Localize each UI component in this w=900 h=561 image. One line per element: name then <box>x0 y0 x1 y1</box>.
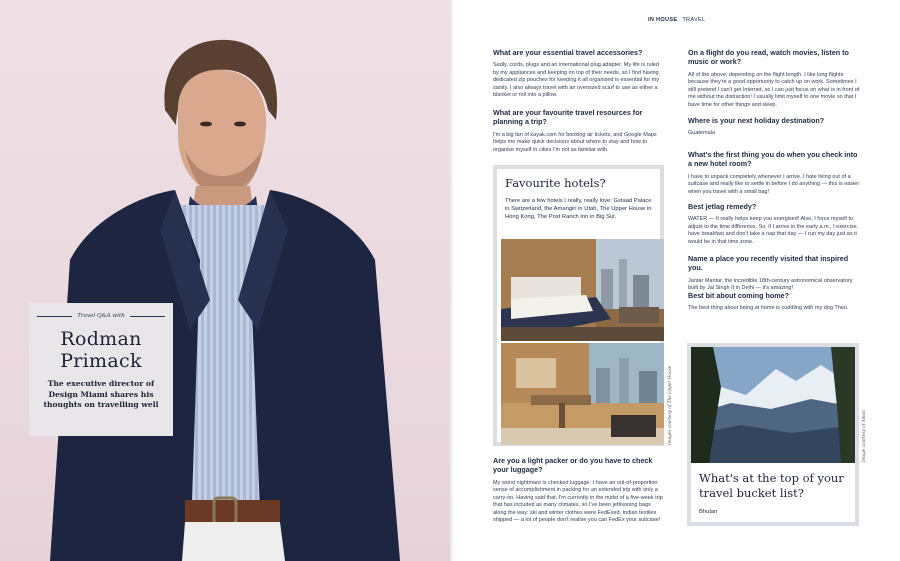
question: Name a place you recently visited that inspired you. <box>688 254 849 273</box>
answer: Jantar Mantar, the incredible 18th-century astronomical observatory built by Jai Singh II in Delhi — it's amazing! <box>688 277 853 292</box>
answer: I have to unpack completely whenever I arrive. I hate living out of a suitcase and really like to settle in before I do anything — this is easier when you travel with a small bag! <box>688 173 860 195</box>
qa-item <box>688 48 860 109</box>
running-head-sub: TRAVEL <box>682 17 706 23</box>
qa-item <box>688 116 860 138</box>
answer: All of the above, depending on the flight length. I like long flights because they're a good opportunity to catch up on work. Sometimes I still pretend I can't get Internet, so I can just focus on what is in front of me without the distraction! I usually limit myself to one movie so that I have time for other things and sleep. <box>688 71 860 108</box>
qa-item <box>688 254 860 293</box>
qa-item <box>493 456 665 525</box>
intro-card <box>29 303 173 436</box>
interviewee-name <box>37 328 165 372</box>
question: What's the first thing you do when you check into a new hotel room? <box>688 150 858 169</box>
hotel-bedroom-image <box>501 239 664 341</box>
qa-item <box>688 202 860 246</box>
divider <box>37 316 72 317</box>
qa-item <box>688 150 860 196</box>
question: What are your essential travel accessories? <box>493 48 643 57</box>
name-line-1: Rodman <box>60 328 142 350</box>
favourite-hotels-box <box>493 165 672 446</box>
bhutan-mountains-image <box>691 347 855 463</box>
qa-item <box>688 291 860 313</box>
question: Are you a light packer or do you have to check your luggage? <box>493 456 653 475</box>
answer: Guatemala <box>688 130 715 137</box>
hotel-living-room-image <box>501 343 664 445</box>
question: On a flight do you read, watch movies, listen to music or work? <box>688 48 849 67</box>
bucket-image-credit: Image courtesy of Aman <box>861 410 866 462</box>
qa-item <box>493 48 665 100</box>
intro-kicker <box>37 313 165 319</box>
bucket-box-title: What's at the top of your travel bucket list? <box>699 471 844 500</box>
intro-kicker-text: Travel Q&A with <box>77 313 125 319</box>
bucket-list-box <box>687 343 866 526</box>
running-head <box>648 17 705 23</box>
divider <box>130 316 165 317</box>
answer: My worst nightmare is checked luggage. I have an out-of-proportion sense of accomplishment in packing for an extended trip with only a carry-on. Having said that, I'm currently in the midst of a five-week trip that has included as many climates, so I've been jettisoning bags along the way: ski and winter clothes were FedExed, Indian textiles shipped — a lot of people don't realise you can FedEx your suitcase! <box>493 479 663 524</box>
answer: I'm a big fan of kayak.com for booking air tickets, and Google Maps helps me make quick decisions about where to stay and how to organise myself in cities I'm not as familiar with. <box>493 131 657 153</box>
hotels-box-text: There are a few hotels I really, really love: Gstaad Palace in Switzerland, the Amangiri in Utah, The Upper House in Hong Kong, The Post Ranch Inn in Big Sur. <box>505 198 652 220</box>
question: What are your favourite travel resources for planning a trip? <box>493 108 643 127</box>
qa-item <box>493 108 665 154</box>
hotels-box-title: Favourite hotels? <box>505 176 606 190</box>
question: Best bit about coming home? <box>688 291 790 300</box>
page-gutter <box>450 0 454 561</box>
answer: WATER — It really helps keep you energised! Also, I force myself to adjust to the time difference. So, if I arrive in the early a.m., I exercise, have breakfast and don't take a nap that day — I run my day just as it would be in that time zone. <box>688 216 859 245</box>
hotels-image-credit: Images courtesy of The Upper House <box>667 365 672 445</box>
intro-description: The executive director of Design Miami shares his thoughts on travelling well <box>43 379 159 409</box>
question: Where is your next holiday destination? <box>688 116 825 125</box>
answer: Sadly, cords, plugs and an international plug adapter. My life is ruled by my appliances and keeping on top of their needs, so I find having dedicated zip pouches for keeping it all organised is essential for my sanity. I also always travel with an oversized scarf to use as either a blanket or roll into a pillow. <box>493 62 660 99</box>
answer: The best thing about being at home is cuddling with my dog Theo. <box>688 305 849 312</box>
name-line-2: Primack <box>60 350 142 372</box>
question: Best jetlag remedy? <box>688 202 757 211</box>
bucket-box-answer: Bhutan <box>699 509 718 515</box>
running-head-section: IN HOUSE <box>648 17 678 23</box>
